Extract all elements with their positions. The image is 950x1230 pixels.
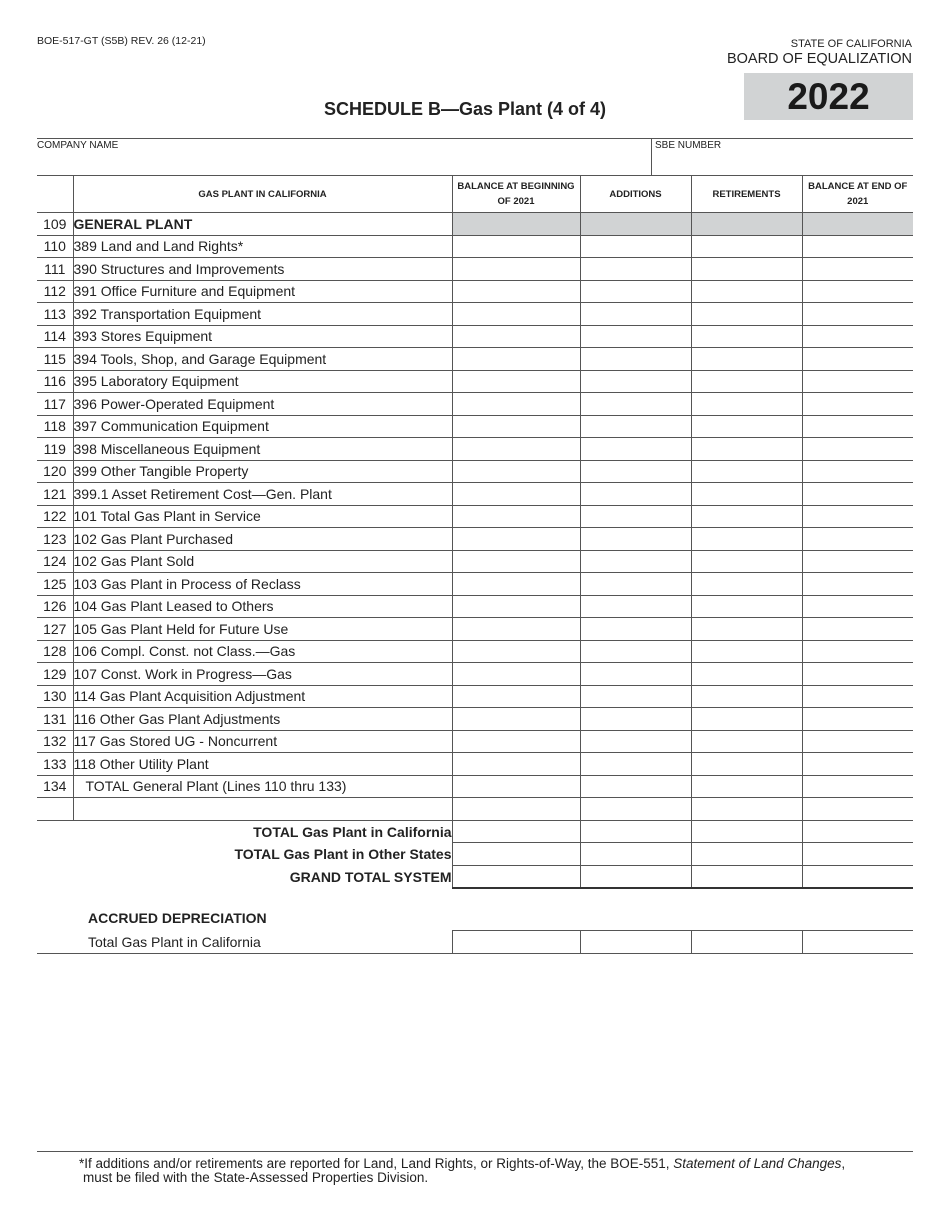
accrued-row-label: Total Gas Plant in California [37, 931, 452, 954]
additions-cell[interactable] [580, 370, 691, 393]
table-row [37, 483, 913, 506]
line-description: 395 Laboratory Equipment [73, 370, 452, 393]
balance-begin-cell[interactable] [452, 550, 580, 573]
table-row [37, 753, 913, 776]
table-row [37, 663, 913, 686]
balance-end-cell[interactable] [802, 348, 913, 371]
col-balance-end-header: BALANCE AT END OF 2021 [802, 176, 913, 213]
additions-cell[interactable] [580, 618, 691, 641]
total-balance-end-cell[interactable] [802, 865, 913, 888]
balance-end-cell[interactable] [802, 550, 913, 573]
additions-cell[interactable] [580, 753, 691, 776]
line-description: 103 Gas Plant in Process of Reclass [73, 573, 452, 596]
footnote [79, 1157, 909, 1185]
table-row [37, 370, 913, 393]
table-row [37, 505, 913, 528]
line-description: 114 Gas Plant Acquisition Adjustment [73, 685, 452, 708]
total-label: GRAND TOTAL SYSTEM [37, 865, 452, 888]
accrued-row [37, 931, 913, 954]
retirements-cell[interactable] [691, 730, 802, 753]
additions-cell[interactable] [580, 775, 691, 798]
table-row [37, 685, 913, 708]
line-description: 398 Miscellaneous Equipment [73, 438, 452, 461]
footnote-text-after: , [841, 1156, 846, 1171]
table-row [37, 528, 913, 551]
col-line-header [37, 176, 73, 213]
balance-begin-cell[interactable] [452, 370, 580, 393]
balance-begin-cell[interactable] [452, 235, 580, 258]
line-number: 131 [37, 708, 73, 731]
total-additions-cell[interactable] [580, 820, 691, 843]
table-row [37, 348, 913, 371]
footnote-text: *If additions and/or retirements are reported for Land, Land Rights, or Rights-of-Way, the BOE-551, [79, 1156, 674, 1171]
total-retirements-cell[interactable] [691, 865, 802, 888]
total-row [37, 865, 913, 888]
sbe-number-label: SBE NUMBER [655, 140, 722, 151]
total-balance-begin-cell[interactable] [452, 865, 580, 888]
line-description: 399 Other Tangible Property [73, 460, 452, 483]
balance-begin-cell[interactable] [452, 708, 580, 731]
board-label: BOARD OF EQUALIZATION [726, 51, 912, 67]
balance-begin-cell[interactable] [452, 730, 580, 753]
balance-begin-cell[interactable] [452, 640, 580, 663]
retirements-cell[interactable] [691, 303, 802, 326]
blank-desc-cell [73, 798, 452, 821]
accrued-depreciation-table [37, 930, 913, 954]
table-row [37, 708, 913, 731]
accrued-depreciation-title: ACCRUED DEPRECIATION [88, 910, 267, 926]
total-additions-cell[interactable] [580, 843, 691, 866]
balance-end-cell[interactable] [802, 775, 913, 798]
line-number: 123 [37, 528, 73, 551]
balance-begin-cell[interactable] [452, 595, 580, 618]
line-number: 127 [37, 618, 73, 641]
retirements-cell[interactable] [691, 393, 802, 416]
balance-begin-cell[interactable] [452, 325, 580, 348]
table-row [37, 618, 913, 641]
retirements-cell[interactable] [691, 708, 802, 731]
col-retirements-header: RETIREMENTS [691, 176, 802, 213]
table-row [37, 730, 913, 753]
balance-end-cell[interactable] [802, 415, 913, 438]
balance-end-cell[interactable] [802, 685, 913, 708]
col-balance-begin-header: BALANCE AT BEGINNING OF 2021 [452, 176, 580, 213]
balance-end-cell[interactable] [802, 708, 913, 731]
footnote-italic: Statement of Land Changes [673, 1156, 842, 1171]
accrued-additions-cell[interactable] [580, 931, 691, 954]
line-description: 392 Transportation Equipment [73, 303, 452, 326]
line-number: 119 [37, 438, 73, 461]
line-description: 397 Communication Equipment [73, 415, 452, 438]
state-label: STATE OF CALIFORNIA [790, 38, 912, 50]
line-description: 390 Structures and Improvements [73, 258, 452, 281]
line-description: 117 Gas Stored UG - Noncurrent [73, 730, 452, 753]
additions-cell[interactable] [580, 550, 691, 573]
table-row [37, 573, 913, 596]
table-row [37, 393, 913, 416]
retirements-cell[interactable] [691, 528, 802, 551]
additions-cell[interactable] [580, 303, 691, 326]
total-row [37, 820, 913, 843]
balance-begin-cell[interactable] [452, 393, 580, 416]
total-row [37, 843, 913, 866]
total-balance-end-cell[interactable] [802, 843, 913, 866]
total-label: TOTAL Gas Plant in Other States [37, 843, 452, 866]
blank-cell[interactable] [802, 798, 913, 821]
additions-cell[interactable] [580, 415, 691, 438]
retirements-cell[interactable] [691, 280, 802, 303]
balance-end-cell[interactable] [802, 235, 913, 258]
line-description: GENERAL PLANT [73, 213, 452, 236]
table-row [37, 438, 913, 461]
balance-begin-cell[interactable] [452, 753, 580, 776]
line-description: 394 Tools, Shop, and Garage Equipment [73, 348, 452, 371]
additions-cell[interactable] [580, 528, 691, 551]
line-description: 118 Other Utility Plant [73, 753, 452, 776]
balance-begin-cell[interactable] [452, 663, 580, 686]
balance-begin-cell[interactable] [452, 415, 580, 438]
line-number: 112 [37, 280, 73, 303]
line-number: 122 [37, 505, 73, 528]
company-name-label: COMPANY NAME [37, 140, 119, 151]
additions-cell[interactable] [580, 438, 691, 461]
line-description: 101 Total Gas Plant in Service [73, 505, 452, 528]
retirements-cell[interactable] [691, 325, 802, 348]
balance-end-cell[interactable] [802, 730, 913, 753]
line-number: 130 [37, 685, 73, 708]
line-number: 114 [37, 325, 73, 348]
balance-begin-cell[interactable] [452, 303, 580, 326]
total-balance-begin-cell[interactable] [452, 820, 580, 843]
balance-begin-cell[interactable] [452, 280, 580, 303]
balance-begin-cell[interactable] [452, 438, 580, 461]
retirements-cell[interactable] [691, 505, 802, 528]
line-description: 116 Other Gas Plant Adjustments [73, 708, 452, 731]
line-description: 389 Land and Land Rights* [73, 235, 452, 258]
line-number: 128 [37, 640, 73, 663]
balance-end-cell[interactable] [802, 325, 913, 348]
balance-end-cell[interactable] [802, 438, 913, 461]
line-number: 133 [37, 753, 73, 776]
line-description: 396 Power-Operated Equipment [73, 393, 452, 416]
page-title: SCHEDULE B—Gas Plant (4 of 4) [323, 99, 607, 119]
additions-cell[interactable] [580, 663, 691, 686]
additions-cell[interactable] [580, 708, 691, 731]
retirements-cell[interactable] [691, 370, 802, 393]
header-divider [37, 138, 913, 139]
additions-cell[interactable] [580, 595, 691, 618]
retirements-cell[interactable] [691, 663, 802, 686]
additions-cell[interactable] [580, 258, 691, 281]
retirements-cell[interactable] [691, 235, 802, 258]
additions-cell[interactable] [580, 640, 691, 663]
line-number: 116 [37, 370, 73, 393]
balance-end-cell[interactable] [802, 663, 913, 686]
table-row [37, 595, 913, 618]
retirements-cell[interactable] [691, 550, 802, 573]
line-number: 115 [37, 348, 73, 371]
additions-cell[interactable] [580, 280, 691, 303]
year-badge: 2022 [744, 73, 913, 120]
retirements-cell[interactable] [691, 460, 802, 483]
gas-plant-table [37, 175, 913, 889]
balance-begin-cell[interactable] [452, 618, 580, 641]
line-description: 393 Stores Equipment [73, 325, 452, 348]
retirements-cell[interactable] [691, 348, 802, 371]
line-description: 106 Compl. Const. not Class.—Gas [73, 640, 452, 663]
line-number: 132 [37, 730, 73, 753]
total-retirements-cell[interactable] [691, 820, 802, 843]
balance-begin-cell[interactable] [452, 483, 580, 506]
additions-cell[interactable] [580, 235, 691, 258]
balance-begin-cell[interactable] [452, 528, 580, 551]
total-balance-end-cell[interactable] [802, 820, 913, 843]
balance-end-cell[interactable] [802, 753, 913, 776]
balance-end-cell[interactable] [802, 258, 913, 281]
retirements-cell[interactable] [691, 595, 802, 618]
retirements-cell[interactable] [691, 573, 802, 596]
balance-end-cell[interactable] [802, 370, 913, 393]
balance-end-cell[interactable] [802, 483, 913, 506]
table-row [37, 303, 913, 326]
line-number: 120 [37, 460, 73, 483]
line-description: 105 Gas Plant Held for Future Use [73, 618, 452, 641]
balance-end-cell[interactable] [802, 528, 913, 551]
retirements-cell[interactable] [691, 685, 802, 708]
balance-end-cell [802, 213, 913, 236]
blank-cell[interactable] [452, 798, 580, 821]
additions-cell[interactable] [580, 460, 691, 483]
blank-cell[interactable] [580, 798, 691, 821]
line-description: TOTAL General Plant (Lines 110 thru 133) [73, 775, 452, 798]
retirements-cell[interactable] [691, 483, 802, 506]
balance-end-cell[interactable] [802, 505, 913, 528]
additions-cell[interactable] [580, 685, 691, 708]
retirements-cell[interactable] [691, 753, 802, 776]
additions-cell[interactable] [580, 393, 691, 416]
balance-begin-cell[interactable] [452, 775, 580, 798]
table-row [37, 235, 913, 258]
retirements-cell[interactable] [691, 640, 802, 663]
table-row [37, 325, 913, 348]
line-description: 399.1 Asset Retirement Cost—Gen. Plant [73, 483, 452, 506]
table-row [37, 258, 913, 281]
total-label: TOTAL Gas Plant in California [37, 820, 452, 843]
footnote-line2: must be filed with the State-Assessed Properties Division. [83, 1170, 429, 1185]
additions-cell[interactable] [580, 573, 691, 596]
table-row [37, 280, 913, 303]
line-number: 113 [37, 303, 73, 326]
balance-end-cell[interactable] [802, 573, 913, 596]
balance-begin-cell[interactable] [452, 685, 580, 708]
balance-end-cell[interactable] [802, 393, 913, 416]
retirements-cell[interactable] [691, 618, 802, 641]
line-number: 111 [37, 258, 73, 281]
balance-end-cell[interactable] [802, 460, 913, 483]
balance-end-cell[interactable] [802, 595, 913, 618]
accrued-balance-end-cell[interactable] [802, 931, 913, 954]
retirements-cell [691, 213, 802, 236]
line-number: 117 [37, 393, 73, 416]
additions-cell[interactable] [580, 483, 691, 506]
retirements-cell[interactable] [691, 438, 802, 461]
balance-end-cell[interactable] [802, 280, 913, 303]
line-description: 102 Gas Plant Purchased [73, 528, 452, 551]
line-number: 129 [37, 663, 73, 686]
additions-cell[interactable] [580, 325, 691, 348]
blank-line-cell [37, 798, 73, 821]
additions-cell [580, 213, 691, 236]
balance-begin-cell [452, 213, 580, 236]
line-description: 391 Office Furniture and Equipment [73, 280, 452, 303]
line-description: 104 Gas Plant Leased to Others [73, 595, 452, 618]
table-row [37, 775, 913, 798]
line-number: 110 [37, 235, 73, 258]
total-retirements-cell[interactable] [691, 843, 802, 866]
footnote-divider [37, 1151, 913, 1152]
balance-begin-cell[interactable] [452, 505, 580, 528]
line-number: 121 [37, 483, 73, 506]
additions-cell[interactable] [580, 730, 691, 753]
balance-begin-cell[interactable] [452, 348, 580, 371]
line-number: 126 [37, 595, 73, 618]
table-row [37, 415, 913, 438]
balance-begin-cell[interactable] [452, 258, 580, 281]
balance-begin-cell[interactable] [452, 460, 580, 483]
table-row [37, 550, 913, 573]
line-number: 124 [37, 550, 73, 573]
col-description-header: GAS PLANT IN CALIFORNIA [73, 176, 452, 213]
table-header-row [37, 176, 913, 213]
line-description: 102 Gas Plant Sold [73, 550, 452, 573]
retirements-cell[interactable] [691, 775, 802, 798]
retirements-cell[interactable] [691, 258, 802, 281]
line-number: 109 [37, 213, 73, 236]
table-row [37, 213, 913, 236]
sbe-divider [651, 138, 652, 176]
accrued-balance-begin-cell[interactable] [452, 931, 580, 954]
balance-end-cell[interactable] [802, 303, 913, 326]
line-number: 118 [37, 415, 73, 438]
additions-cell[interactable] [580, 348, 691, 371]
col-additions-header: ADDITIONS [580, 176, 691, 213]
line-number: 134 [37, 775, 73, 798]
additions-cell[interactable] [580, 505, 691, 528]
line-description: 107 Const. Work in Progress—Gas [73, 663, 452, 686]
table-row [37, 460, 913, 483]
total-balance-begin-cell[interactable] [452, 843, 580, 866]
blank-cell[interactable] [691, 798, 802, 821]
balance-begin-cell[interactable] [452, 573, 580, 596]
balance-end-cell[interactable] [802, 618, 913, 641]
retirements-cell[interactable] [691, 415, 802, 438]
balance-end-cell[interactable] [802, 640, 913, 663]
total-additions-cell[interactable] [580, 865, 691, 888]
table-row [37, 640, 913, 663]
line-number: 125 [37, 573, 73, 596]
accrued-retirements-cell[interactable] [691, 931, 802, 954]
blank-row [37, 798, 913, 821]
form-code: BOE-517-GT (S5B) REV. 26 (12-21) [37, 35, 206, 47]
